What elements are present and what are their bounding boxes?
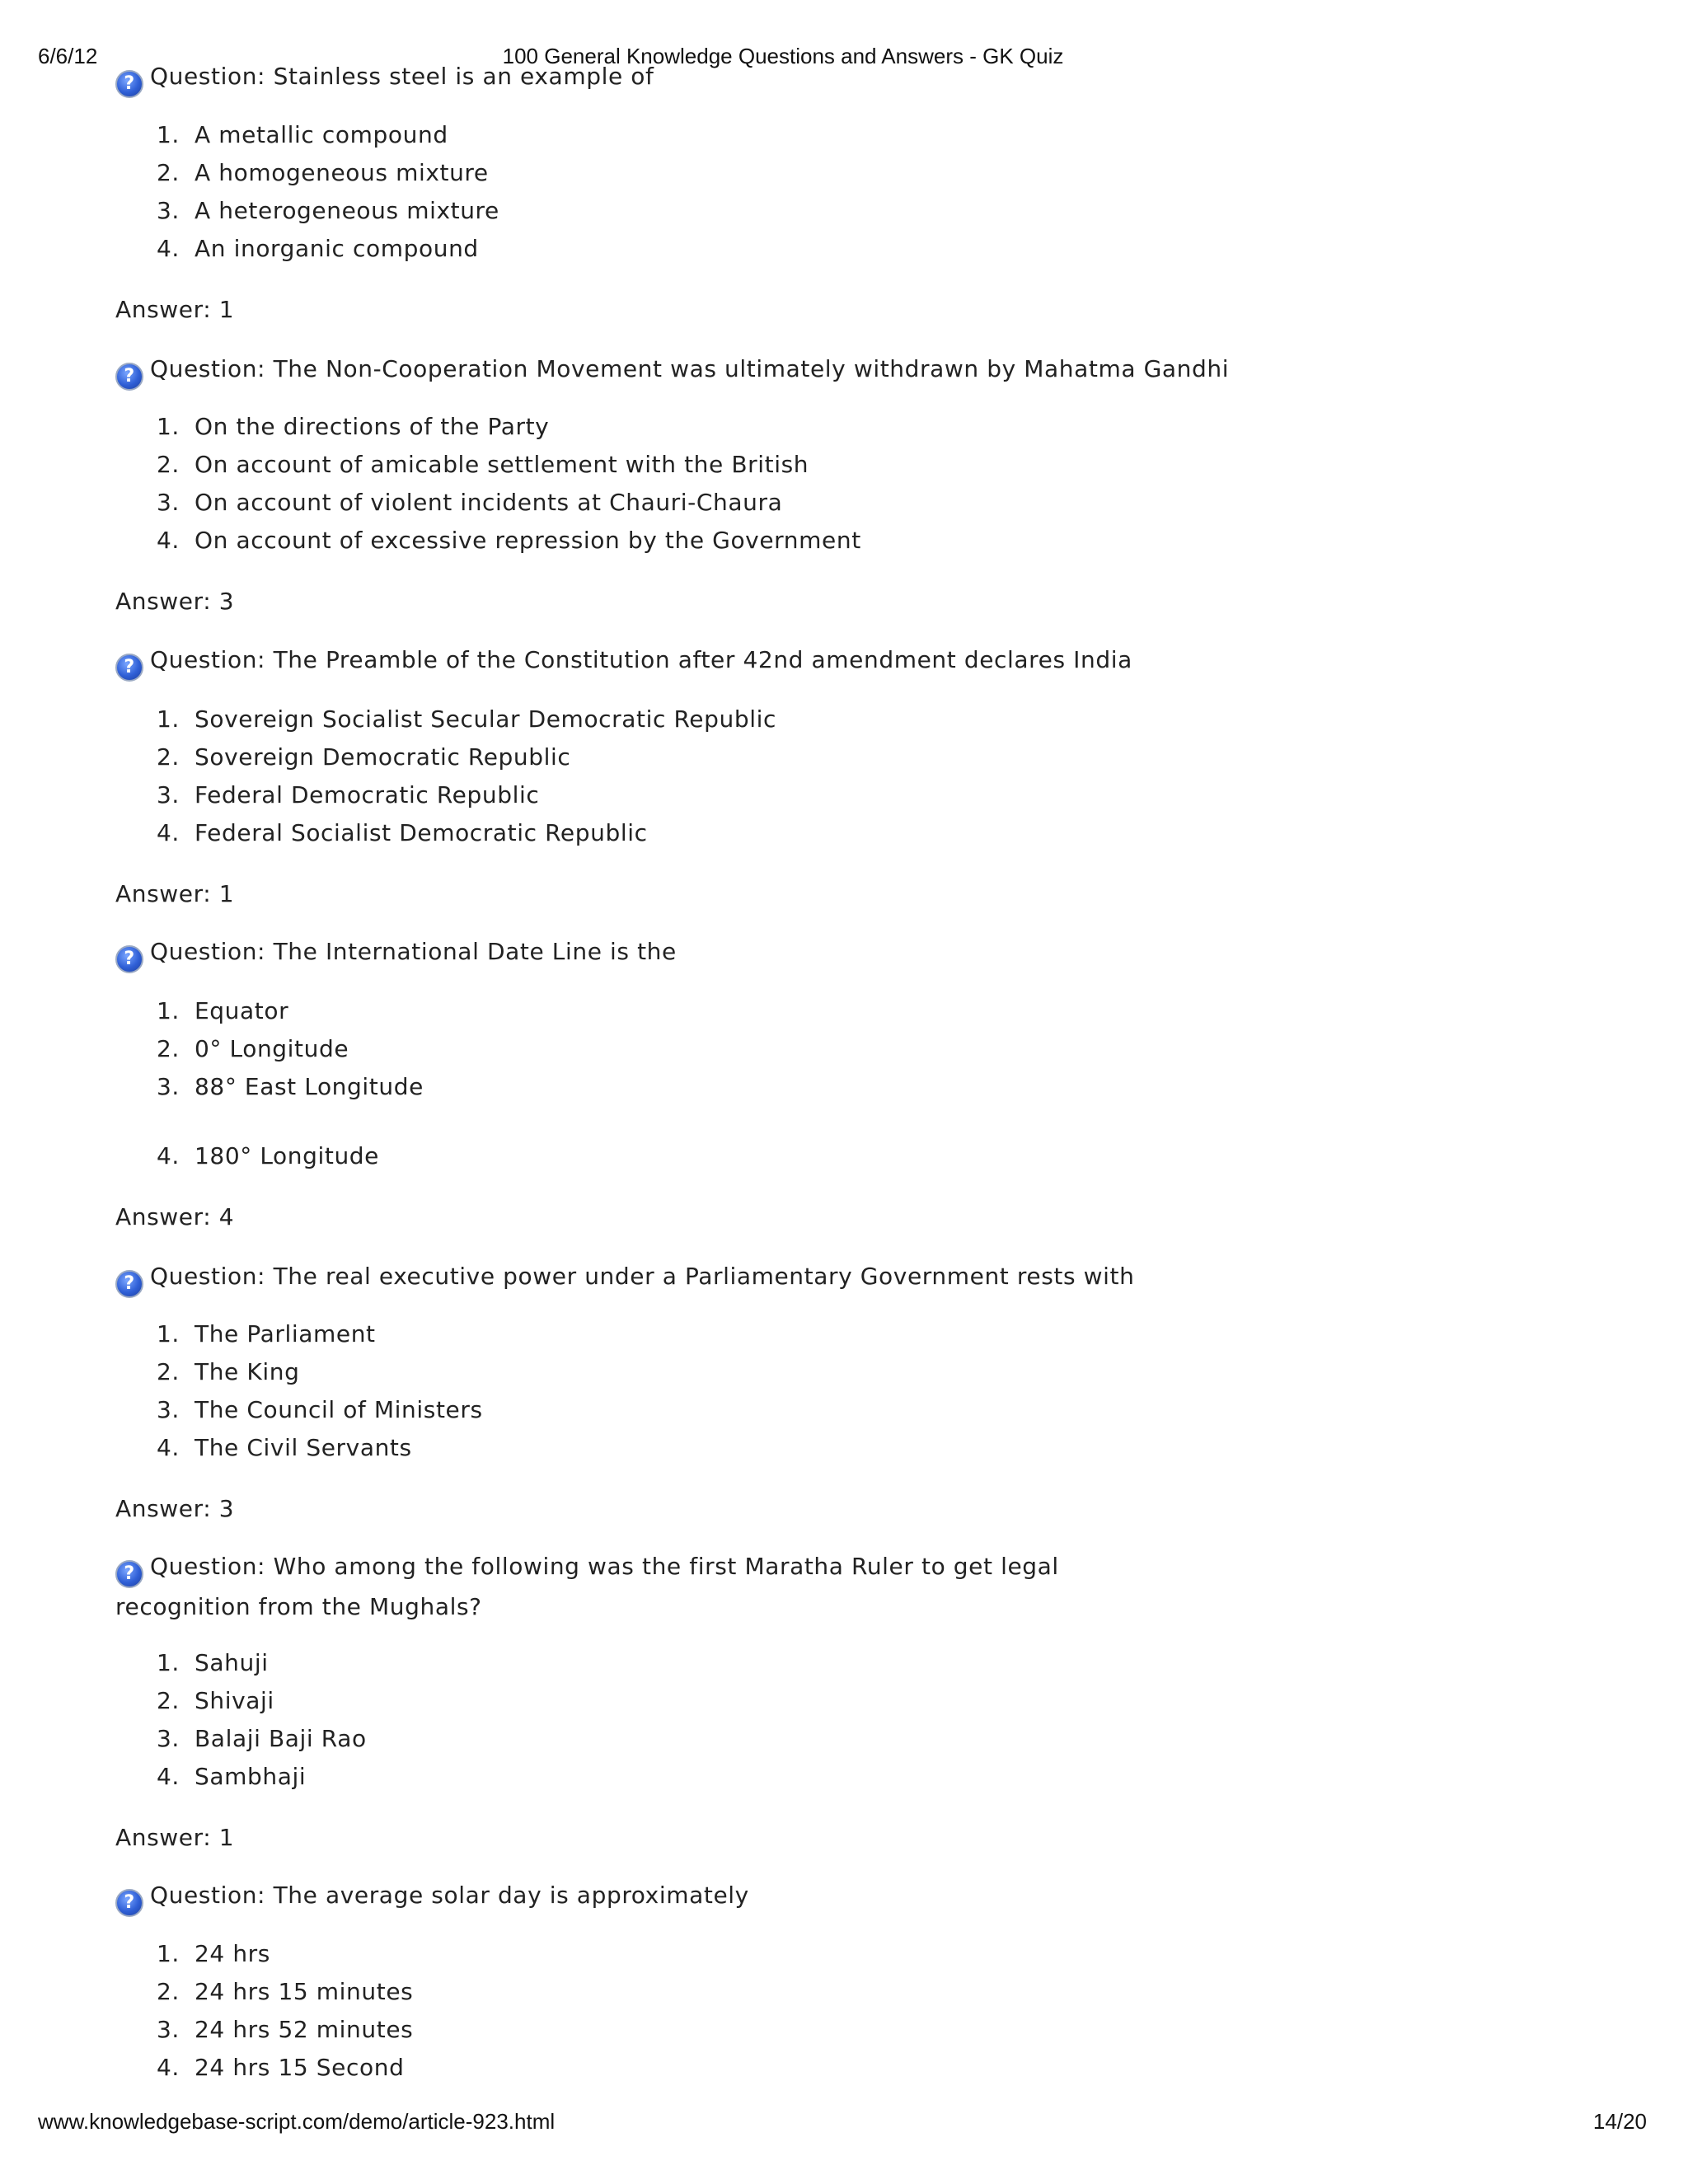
question-help-icon: ? — [115, 70, 143, 98]
option-item: 2. A homogeneous mixture — [157, 159, 489, 186]
question-text: ? Question: Stainless steel is an example of — [115, 58, 1253, 98]
option-item: 4. The Civil Servants — [157, 1434, 412, 1461]
option-item: 1. The Parliament — [157, 1320, 376, 1347]
option-item: 4. An inorganic compound — [157, 235, 479, 262]
question-help-icon: ? — [115, 1270, 143, 1298]
print-date: 6/6/12 — [38, 44, 98, 68]
question-help-icon: ? — [115, 1889, 143, 1917]
options-block-7 — [115, 1935, 1253, 2087]
options-block-5 — [115, 1315, 1253, 1467]
question-text: ? Question: The average solar day is approximately — [115, 1877, 1253, 1917]
options-block-3 — [115, 701, 1253, 852]
option-item: 4. Federal Socialist Democratic Republic — [157, 819, 648, 846]
question-text: ? Question: The Non-Cooperation Movement was ultimately withdrawn by Mahatma Gandhi — [115, 350, 1253, 391]
answer-text: Answer: 1 — [115, 296, 235, 323]
option-item: 2. Sovereign Democratic Republic — [157, 743, 571, 771]
answer-text: Answer: 3 — [115, 1495, 235, 1522]
options-list — [115, 1935, 1253, 2087]
options-block-4 — [115, 992, 1253, 1175]
question-block-5 — [115, 1258, 1253, 1298]
options-block-6 — [115, 1644, 1253, 1796]
question-text: ? Question: The real executive power under a Parliamentary Government rests with — [115, 1258, 1253, 1298]
option-item: 2. 24 hrs 15 minutes — [157, 1978, 414, 2005]
question-block-7 — [115, 1877, 1253, 1917]
options-list — [115, 408, 1253, 560]
quiz-content — [115, 0, 1253, 2093]
option-item: 3. Federal Democratic Republic — [157, 781, 540, 808]
answer-text: Answer: 1 — [115, 880, 235, 907]
option-item: 3. A heterogeneous mixture — [157, 197, 499, 224]
option-item: 3. 24 hrs 52 minutes — [157, 2016, 414, 2043]
option-item: 4. Sambhaji — [157, 1763, 307, 1790]
option-item: 1. A metallic compound — [157, 121, 448, 148]
answer-text: Answer: 1 — [115, 1824, 235, 1851]
option-item: 2. On account of amicable settlement with the British — [157, 451, 809, 478]
question-block-4 — [115, 933, 1253, 973]
option-item: 1. On the directions of the Party — [157, 413, 550, 440]
question-block-3 — [115, 641, 1253, 682]
question-text: ? Question: Who among the following was the first Maratha Ruler to get legal recognition from the Mughals? — [115, 1553, 1067, 1620]
answer-text: Answer: 4 — [115, 1203, 235, 1230]
option-item: 3. The Council of Ministers — [157, 1396, 483, 1423]
print-page-title: 100 General Knowledge Questions and Answers - GK Quiz — [502, 44, 1064, 68]
options-block-2 — [115, 408, 1253, 560]
answer-text: Answer: 3 — [115, 588, 235, 615]
question-help-icon: ? — [115, 1560, 143, 1588]
option-item: 3. Balaji Baji Rao — [157, 1725, 367, 1752]
option-item: 2. Shivaji — [157, 1687, 274, 1714]
option-item: 1. Sovereign Socialist Secular Democratic Republic — [157, 705, 776, 733]
option-item: 4. 180° Longitude — [157, 1142, 380, 1169]
question-block-6 — [115, 1548, 1154, 1626]
option-item: 2. 0° Longitude — [157, 1035, 349, 1062]
question-text: ? Question: The Preamble of the Constitution after 42nd amendment declares India — [115, 641, 1253, 682]
option-item: 2. The King — [157, 1358, 300, 1385]
question-block-2 — [115, 350, 1253, 391]
option-item: 3. On account of violent incidents at Chauri-Chaura — [157, 489, 783, 516]
option-item: 3. 88° East Longitude — [157, 1073, 424, 1100]
print-page-url: www.knowledgebase-script.com/demo/article-923.html — [38, 2109, 556, 2134]
option-item: 1. Sahuji — [157, 1649, 269, 1676]
question-help-icon: ? — [115, 363, 143, 391]
options-block-1 — [115, 116, 1253, 268]
options-list — [115, 992, 1253, 1175]
option-item: 4. On account of excessive repression by the Government — [157, 527, 861, 554]
option-item: 1. 24 hrs — [157, 1940, 270, 1967]
options-list — [115, 1644, 1253, 1796]
option-item: 4. 24 hrs 15 Second — [157, 2054, 405, 2081]
question-block-1 — [115, 58, 1253, 98]
options-list — [115, 1315, 1253, 1467]
question-text: ? Question: The International Date Line is the — [115, 933, 1253, 973]
options-list — [115, 116, 1253, 268]
print-page-number: 14/20 — [1592, 2109, 1647, 2134]
question-help-icon: ? — [115, 945, 143, 973]
option-item: 1. Equator — [157, 997, 289, 1024]
question-help-icon: ? — [115, 654, 143, 682]
options-list — [115, 701, 1253, 852]
